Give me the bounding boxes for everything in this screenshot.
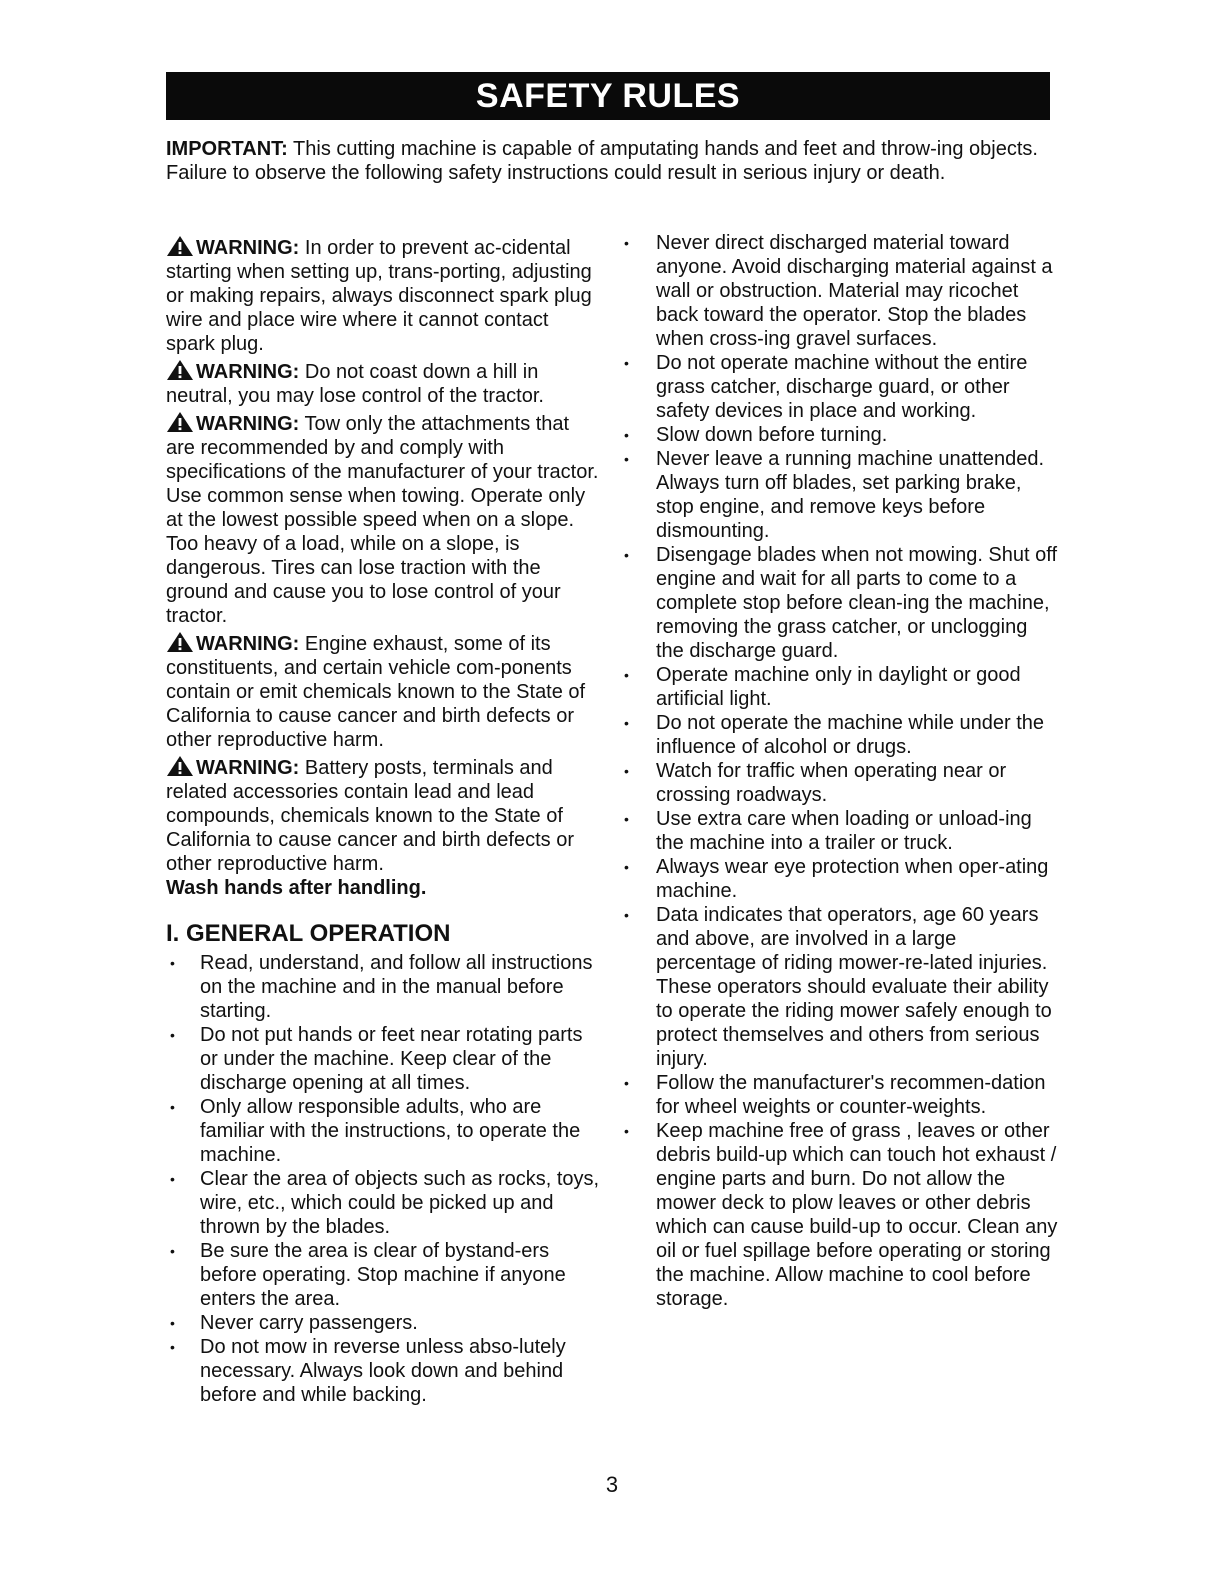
warning-triangle-icon <box>166 755 196 777</box>
important-label: IMPORTANT: <box>166 138 288 160</box>
list-item-text: Do not put hands or feet near rotating parts or under the machine. Keep clear of the discharge opening at all times. <box>200 1024 583 1094</box>
warning-block <box>166 755 602 900</box>
warning-emphasis: Wash hands after handling. <box>166 877 427 899</box>
list-item-text: Do not mow in reverse unless abso-lutely necessary. Always look down and behind before and while backing. <box>200 1336 566 1406</box>
warning-text: Engine exhaust, some of its constituents, and certain vehicle com-ponents contain or emit chemicals known to the State of California to cause cancer and birth defects or other reproductive harm. <box>166 633 586 751</box>
right-column <box>618 231 1058 1311</box>
list-item-text: Slow down before turning. <box>656 424 888 446</box>
bullet-icon: • <box>170 1315 175 1331</box>
general-operation-list-left <box>166 951 602 1407</box>
warning-label: WARNING: <box>196 633 300 655</box>
list-item-text: Watch for traffic when operating near or crossing roadways. <box>656 760 1007 806</box>
warning-triangle-icon <box>166 631 196 653</box>
list-item-text: Do not operate machine without the entire grass catcher, discharge guard, or other safety devices in place and working. <box>656 352 1028 422</box>
list-item <box>166 1239 602 1311</box>
list-item-text: Clear the area of objects such as rocks, toys, wire, etc., which could be picked up and thrown by the blades. <box>200 1168 600 1238</box>
warning-text: Tow only the attachments that are recommended by and comply with specifications of the manufacturer of your tractor. Use common sense when towing. Operate only at the lowest possible speed when on a slope. Too heavy of a load, while on a slope, is dangerous. Tires can lose traction with the ground and cause you to lose control of your tractor. <box>166 413 599 627</box>
warning-triangle-icon <box>166 411 196 433</box>
list-item <box>618 423 1058 447</box>
list-item <box>618 447 1058 543</box>
list-item <box>618 807 1058 855</box>
list-item <box>618 903 1058 1071</box>
list-item <box>166 1335 602 1407</box>
warning-text: Battery posts, terminals and related accessories contain lead and lead compounds, chemicals known to the State of California to cause cancer and birth defects or other reproductive harm. <box>166 757 574 875</box>
warning-text: In order to prevent ac-cidental starting when setting up, trans-porting, adjusting or making repairs, always disconnect spark plug wire and place wire where it cannot contact spark plug. <box>166 237 592 355</box>
bullet-icon: • <box>170 1243 175 1259</box>
warning-triangle-icon <box>166 235 196 257</box>
bullet-icon: • <box>624 811 629 827</box>
bullet-icon: • <box>170 1339 175 1355</box>
list-item <box>618 351 1058 423</box>
list-item-text: Be sure the area is clear of bystand-ers before operating. Stop machine if anyone enters the area. <box>200 1240 566 1310</box>
warning-block <box>166 359 602 408</box>
list-item <box>618 1119 1058 1311</box>
list-item <box>166 951 602 1023</box>
bullet-icon: • <box>170 1027 175 1043</box>
warning-label: WARNING: <box>196 757 300 779</box>
warning-block <box>166 411 602 628</box>
list-item-text: Operate machine only in daylight or good artificial light. <box>656 664 1021 710</box>
list-item <box>166 1167 602 1239</box>
warning-label: WARNING: <box>196 413 300 435</box>
bullet-icon: • <box>624 907 629 923</box>
page-number: 3 <box>605 1472 619 1497</box>
warning-block <box>166 235 602 356</box>
list-item-text: Always wear eye protection when oper-ating machine. <box>656 856 1049 902</box>
list-item <box>618 855 1058 903</box>
list-item <box>618 543 1058 663</box>
warning-triangle-icon <box>166 359 196 381</box>
list-item <box>166 1311 602 1335</box>
left-column <box>166 235 602 1407</box>
bullet-icon: • <box>170 1171 175 1187</box>
list-item-text: Never carry passengers. <box>200 1312 418 1334</box>
list-item-text: Never direct discharged material toward anyone. Avoid discharging material against a wall or obstruction. Material may ricochet back toward the operator. Stop the blades when cross-ing gravel surfaces. <box>656 232 1053 350</box>
bullet-icon: • <box>624 859 629 875</box>
list-item-text: Never leave a running machine unattended. Always turn off blades, set parking brake, stop engine, and remove keys before dismounting. <box>656 448 1045 542</box>
list-item <box>618 663 1058 711</box>
list-item-text: Disengage blades when not mowing. Shut off engine and wait for all parts to come to a complete stop before clean-ing the machine, removing the grass catcher, or unclogging the discharge guard. <box>656 544 1058 662</box>
bullet-icon: • <box>170 1099 175 1115</box>
list-item-text: Data indicates that operators, age 60 years and above, are involved in a large percentage of riding mower-re-lated injuries. These operators should evaluate their ability to operate the riding mower safely enough to protect themselves and others from serious injury. <box>656 904 1052 1070</box>
page-title: SAFETY RULES <box>166 72 1050 120</box>
bullet-icon: • <box>624 763 629 779</box>
warnings-list <box>166 235 602 900</box>
bullet-icon: • <box>624 451 629 467</box>
general-operation-list-right <box>618 231 1058 1311</box>
list-item-text: Use extra care when loading or unload-ing the machine into a trailer or truck. <box>656 808 1032 854</box>
list-item-text: Do not operate the machine while under the influence of alcohol or drugs. <box>656 712 1045 758</box>
section-title: I. GENERAL OPERATION <box>166 920 451 947</box>
list-item <box>618 759 1058 807</box>
list-item-text: Only allow responsible adults, who are familiar with the instructions, to operate the machine. <box>200 1096 581 1166</box>
warning-label: WARNING: <box>196 237 300 259</box>
bullet-icon: • <box>624 427 629 443</box>
bullet-icon: • <box>624 1075 629 1091</box>
bullet-icon: • <box>624 235 629 251</box>
warning-block <box>166 631 602 752</box>
important-text: This cutting machine is capable of amputating hands and feet and throw-ing objects. Failure to observe the following safety instructions could result in serious injury or death. <box>166 138 1038 184</box>
important-notice <box>166 137 1046 185</box>
list-item <box>166 1023 602 1095</box>
bullet-icon: • <box>624 547 629 563</box>
warning-label: WARNING: <box>196 361 300 383</box>
list-item <box>618 1071 1058 1119</box>
list-item-text: Keep machine free of grass , leaves or other debris build-up which can touch hot exhaust / engine parts and burn. Do not allow the mower deck to plow leaves or other debris which can cause build-up to occur. Clean any oil or fuel spillage before operating or storing the machine. Allow machine to cool before storage. <box>656 1120 1058 1310</box>
bullet-icon: • <box>624 1123 629 1139</box>
list-item-text: Read, understand, and follow all instructions on the machine and in the manual before starting. <box>200 952 593 1022</box>
bullet-icon: • <box>624 667 629 683</box>
bullet-icon: • <box>624 715 629 731</box>
bullet-icon: • <box>624 355 629 371</box>
list-item <box>618 231 1058 351</box>
warning-text: Do not coast down a hill in neutral, you may lose control of the tractor. <box>166 361 544 407</box>
list-item <box>166 1095 602 1167</box>
bullet-icon: • <box>170 955 175 971</box>
list-item-text: Follow the manufacturer's recommen-dation for wheel weights or counter-weights. <box>656 1072 1046 1118</box>
list-item <box>618 711 1058 759</box>
